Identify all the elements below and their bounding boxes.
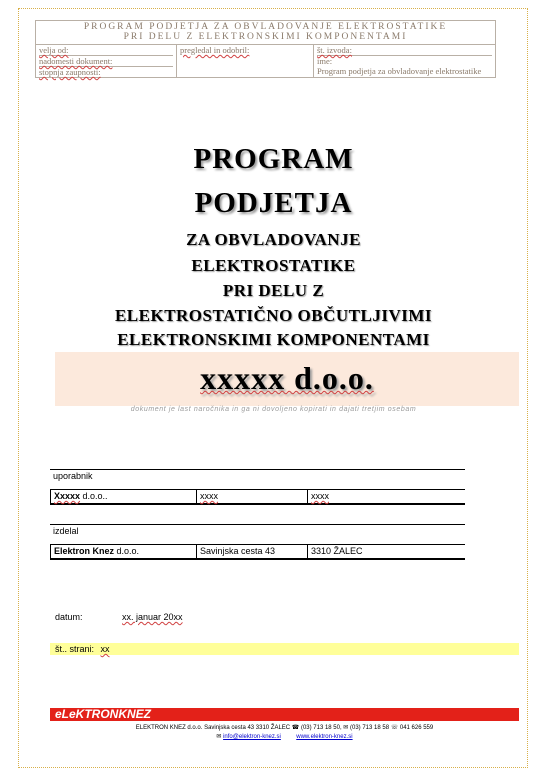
copy-number-label: št. izvoda:	[317, 45, 352, 55]
footer-contacts	[50, 733, 519, 740]
title-line-1: PROGRAM	[193, 143, 354, 175]
title-line-4: ELEKTROSTATIKE	[191, 256, 356, 275]
header-meta-right	[314, 45, 496, 78]
page-count-value: xx	[100, 644, 110, 654]
user-name: Xxxxx d.o.o..	[50, 490, 196, 503]
date-value: xx. januar 20xx	[122, 612, 183, 622]
page-count-label: št.. strani:	[55, 644, 95, 654]
issuer-block	[50, 524, 465, 560]
name-label: ime: Program podjetja za obvladovanje elektrostatike	[317, 55, 492, 76]
footer-address: ELEKTRON KNEZ d.o.o. Savinjska cesta 43 3310 ŽALEC ☎ (03) 713 18 50, ✉ (03) 713 18 58 ☏ 041 626 559	[135, 725, 434, 731]
header-meta-left	[36, 45, 177, 78]
valid-from-label: velja od:	[39, 45, 69, 55]
user-row	[50, 489, 465, 505]
confidentiality-label: stopnja zaupnosti:	[39, 66, 173, 77]
footer-brand-bar	[50, 708, 519, 721]
header-table	[35, 20, 496, 78]
header-title: PROGRAM PODJETJA ZA OBVLADOVANJE ELEKTROSTATIKE PRI DELU Z ELEKTRONSKIMI KOMPONENTAMI	[36, 21, 496, 45]
issuer-city: 3310 ŽALEC	[307, 545, 465, 558]
name-value: Program podjetja za obvladovanje elektrostatike	[317, 66, 482, 76]
email-link[interactable]: info@elektron-knez.si	[223, 734, 281, 740]
company-name: xxxxx d.o.o.	[200, 360, 374, 396]
user-city: xxxx	[307, 490, 465, 503]
issuer-address: Savinjska cesta 43	[196, 545, 307, 558]
title-line-6: ELEKTROSTATIČNO OBČUTLJIVIMI	[114, 306, 433, 325]
issuer-label: izdelal	[50, 524, 465, 544]
company-band	[55, 352, 519, 406]
title-line-7: ELEKTRONSKIMI KOMPONENTAMI	[117, 330, 430, 349]
title-line-2: PODJETJA	[194, 187, 353, 219]
replaces-doc-label: nadomesti dokument:	[39, 55, 173, 66]
user-label: uporabnik	[50, 469, 465, 489]
reviewed-label: pregledal in odobril:	[180, 45, 250, 55]
issuer-row	[50, 544, 465, 560]
date-field	[55, 612, 183, 622]
website-link[interactable]: www.elektron-knez.si	[296, 734, 353, 740]
title-line-3: ZA OBVLADOVANJE	[186, 230, 361, 249]
date-label: datum:	[55, 612, 83, 622]
email-icon: ✉	[216, 734, 222, 740]
header-meta-middle	[177, 45, 314, 78]
issuer-name: Elektron Knez d.o.o.	[50, 545, 196, 558]
title-line-5: PRI DELU Z	[222, 281, 325, 300]
brand-logo: eLeKTRONKNEZ	[55, 707, 152, 721]
user-address: xxxx	[196, 490, 307, 503]
page-count-field	[50, 643, 519, 655]
user-block	[50, 469, 465, 505]
ownership-notice: dokument je last naročnika in ga ni dovoljeno kopirati in dajati tretjim osebam	[130, 406, 417, 413]
